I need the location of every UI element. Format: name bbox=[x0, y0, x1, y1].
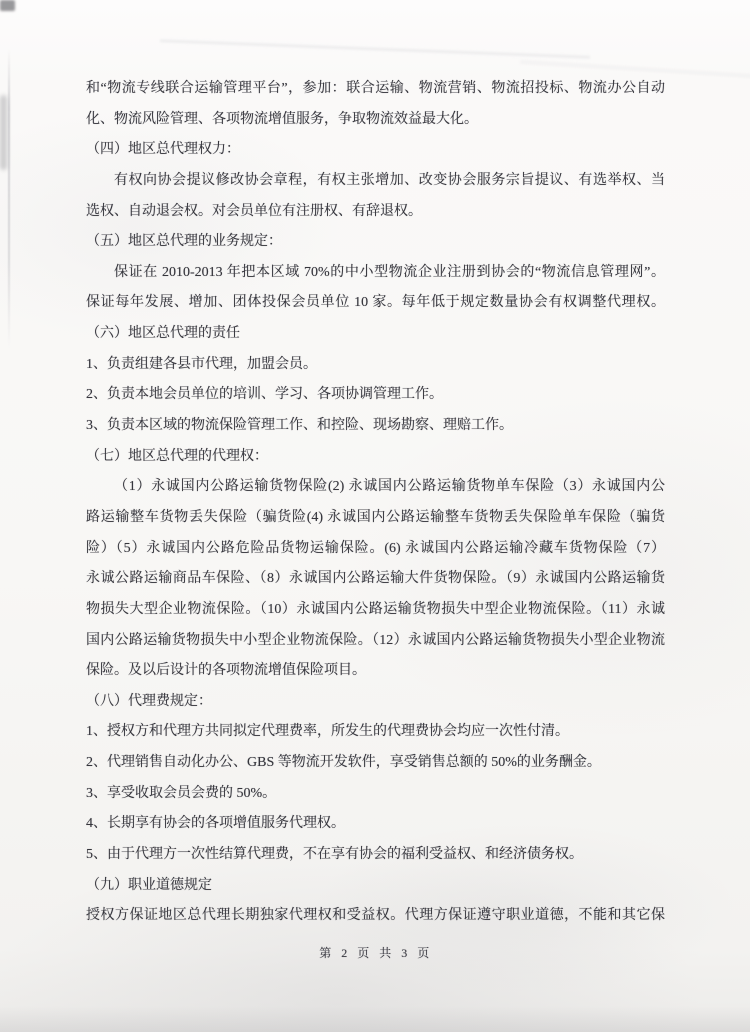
text-line: 选权、自动退会权。对会员单位有注册权、有辞退权。 bbox=[86, 203, 422, 219]
text-line: 保险。及以后设计的各项物流增值保险项目。 bbox=[86, 663, 366, 679]
text-line: 3、负责本区域的物流保险管理工作、和控险、现场勘察、理赔工作。 bbox=[86, 418, 513, 434]
text-line: 2、代理销售自动化办公、GBS 等物流开发软件，享受销售总额的 50%的业务酬金。 bbox=[86, 755, 601, 771]
text-line: 物损失大型企业物流保险。（10）永诚国内公路运输货物损失中型企业物流保险。（11）永诚 bbox=[86, 601, 665, 617]
text-line: 有权向协会提议修改协会章程，有权主张增加、改变协会服务宗旨提议、有选举权、当 bbox=[114, 172, 665, 188]
text-line: （八）代理费规定： bbox=[86, 693, 212, 709]
scan-smudge bbox=[0, 95, 7, 170]
scan-corner-mark bbox=[0, 0, 15, 11]
text-line: 和“物流专线联合运输管理平台”，参加：联合运输、物流营销、物流招投标、物流办公自动 bbox=[86, 81, 665, 96]
text-line: 保证每年发展、增加、团体投保会员单位 10 家。每年低于规定数量协会有权调整代理权。 bbox=[86, 295, 665, 311]
text-line: （1）永诚国内公路运输货物保险(2) 永诚国内公路运输货物单车保险（3）永诚国内公 bbox=[114, 479, 665, 495]
text-line: 永诚公路运输商品车保险、（8）永诚国内公路运输大件货物保险。（9）永诚国内公路运输货 bbox=[86, 571, 665, 587]
document-body bbox=[86, 74, 665, 932]
text-line: 化、物流风险管理、各项物流增值服务，争取物流效益最大化。 bbox=[86, 111, 478, 127]
text-line: 1、授权方和代理方共同拟定代理费率，所发生的代理费协会均应一次性付清。 bbox=[86, 724, 569, 740]
text-line: （六）地区总代理的责任 bbox=[86, 326, 240, 342]
text-line: 保证在 2010-2013 年把本区域 70%的中小型物流企业注册到协会的“物流信息管理网”。 bbox=[114, 264, 665, 280]
text-line: （九）职业道德规定 bbox=[86, 877, 212, 893]
text-line: 2、负责本地会员单位的培训、学习、各项协调管理工作。 bbox=[86, 387, 443, 403]
text-line: 国内公路运输货物损失中小型企业物流保险。（12）永诚国内公路运输货物损失小型企业物流 bbox=[86, 632, 665, 648]
paper-crease bbox=[160, 40, 590, 59]
text-line: 3、享受收取会员会费的 50%。 bbox=[86, 785, 277, 801]
text-line: （四）地区总代理权力： bbox=[86, 142, 240, 158]
text-line: 险）（5）永诚国内公路危险品货物运输保险。(6) 永诚国内公路运输冷藏车货物保险（7） bbox=[86, 540, 665, 556]
text-line: 5、由于代理方一次性结算代理费，不在享有协会的福利受益权、和经济债务权。 bbox=[86, 847, 583, 863]
text-line: 授权方保证地区总代理长期独家代理权和受益权。代理方保证遵守职业道德，不能和其它保 bbox=[86, 908, 665, 924]
text-line: （七）地区总代理的代理权： bbox=[86, 448, 268, 464]
text-line: 4、长期享有协会的各项增值服务代理权。 bbox=[86, 816, 345, 832]
text-line: 路运输整车货物丢失保险（骗货险(4) 永诚国内公路运输整车货物丢失保险单车保险（骗货 bbox=[86, 509, 665, 525]
page-number-footer: 第 2 页 共 3 页 bbox=[319, 946, 431, 960]
scan-edge-line bbox=[8, 48, 10, 348]
scan-bottom-shade bbox=[0, 1006, 750, 1032]
text-line: （五）地区总代理的业务规定： bbox=[86, 234, 282, 250]
text-line: 1、负责组建各县市代理，加盟会员。 bbox=[86, 356, 317, 372]
